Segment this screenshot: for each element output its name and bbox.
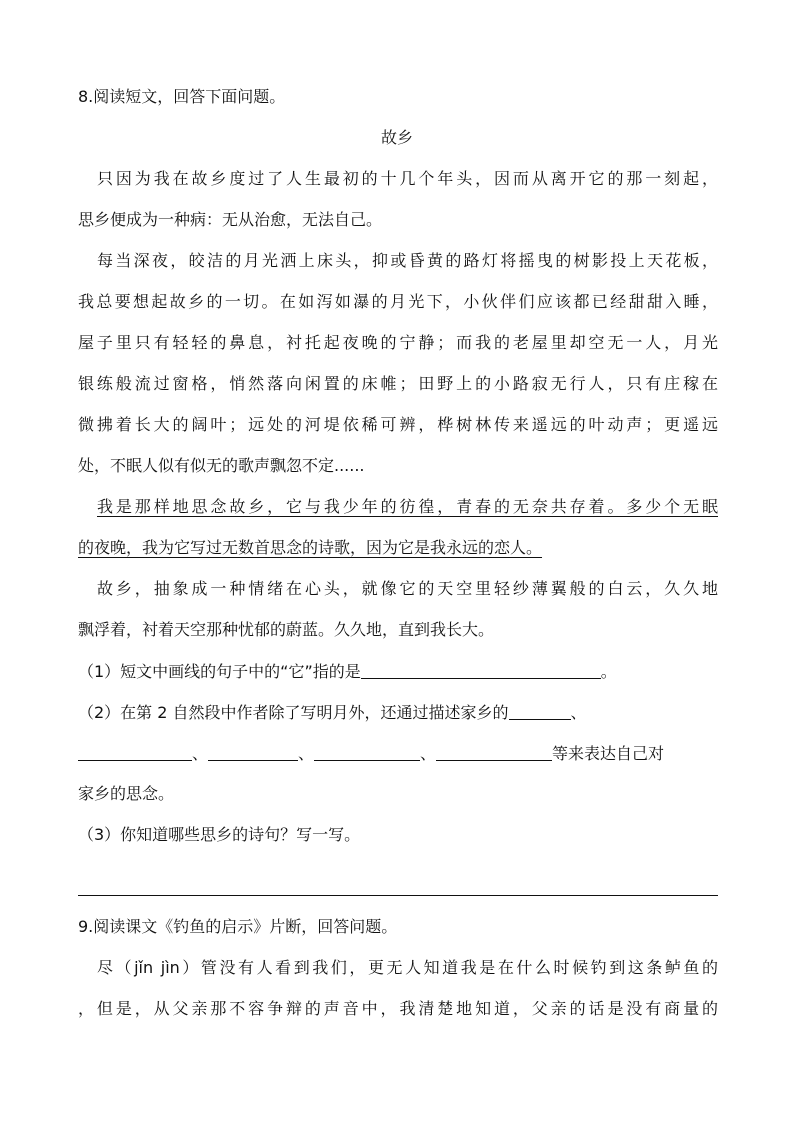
underlined-text: 我是那样地思念故乡，它与我少年的彷徨，青春的无奈共存着。多少个无眠 xyxy=(97,497,718,516)
paragraph-2-line-4: 银练般流过窗格，悄然落向闲置的床帷；田野上的小路寂无行人，只有庄稼在 xyxy=(78,374,718,393)
paragraph-2-line-1: 每当深夜，皎洁的月光洒上床头，抑或昏黄的路灯将摇曳的树影投上天花板， xyxy=(97,251,718,270)
separator: 、 xyxy=(192,744,209,763)
sub-question-3: （3）你知道哪些思乡的诗句？写一写。 xyxy=(78,825,361,844)
answer-blank-2d[interactable] xyxy=(314,742,420,761)
answer-line[interactable] xyxy=(78,895,718,896)
sub-question-2-text: （2）在第 2 自然段中作者除了写明月外，还通过描述家乡的 xyxy=(78,703,509,722)
paragraph-1-line-1: 只因为我在故乡度过了人生最初的十几个年头，因而从离开它的那一刻起， xyxy=(97,169,718,188)
answer-blank-2b[interactable] xyxy=(78,742,192,761)
paragraph-4-line-2: 飘浮着，衬着天空那种忧郁的蔚蓝。久久地，直到我长大。 xyxy=(78,620,495,639)
answer-blank-1[interactable] xyxy=(361,660,601,679)
passage-title: 故乡 xyxy=(380,128,413,147)
question-8-heading: 8.阅读短文，回答下面问题。 xyxy=(78,87,286,106)
answer-blank-2e[interactable] xyxy=(436,742,552,761)
sub-question-2-line-3: 家乡的思念。 xyxy=(78,784,175,803)
question-9-heading: 9.阅读课文《钓鱼的启示》片断，回答问题。 xyxy=(78,917,398,936)
paragraph-2-line-6: 处，不眠人似有似无的歌声飘忽不定...... xyxy=(78,456,365,475)
paragraph-2-line-5: 微拂着长大的阔叶；远处的河堤依稀可辨，桦树林传来遥远的叶动声；更遥远 xyxy=(78,415,718,434)
sub-question-1 xyxy=(78,660,718,683)
question-9-passage-line-2: ，但是，从父亲那不容争辩的声音中，我清楚地知道，父亲的话是没有商量的 xyxy=(78,999,718,1018)
answer-blank-2a[interactable] xyxy=(509,701,571,720)
sub-question-2-line-1 xyxy=(78,701,718,724)
question-9-passage-line-1: 尽（jǐn jìn）管没有人看到我们，更无人知道我是在什么时候钓到这条鲈鱼的 xyxy=(97,958,718,977)
separator: 、 xyxy=(570,703,587,722)
answer-blank-2c[interactable] xyxy=(208,742,298,761)
paragraph-1-line-2: 思乡便成为一种病：无从治愈，无法自己。 xyxy=(78,210,383,229)
paragraph-2-line-2: 我总要想起故乡的一切。在如泻如瀑的月光下，小伙伴们应该都已经甜甜入睡， xyxy=(78,292,718,311)
separator: 、 xyxy=(420,744,437,763)
underlined-sentence-line-2 xyxy=(78,537,718,559)
separator: 、 xyxy=(298,744,315,763)
underlined-sentence-line-1 xyxy=(97,496,718,518)
paragraph-4-line-1: 故乡，抽象成一种情绪在心头，就像它的天空里轻纱薄翼般的白云，久久地 xyxy=(97,579,718,598)
underlined-text: 的夜晚，我为它写过无数首思念的诗歌，因为它是我永远的恋人。 xyxy=(78,538,543,557)
sub-question-1-text: （1）短文中画线的句子中的“它”指的是 xyxy=(78,662,361,681)
sub-question-2-line-2 xyxy=(78,742,718,765)
sub-question-1-end: 。 xyxy=(600,662,617,681)
paragraph-2-line-3: 屋子里只有轻轻的鼻息，衬托起夜晚的宁静；而我的老屋里却空无一人，月光 xyxy=(78,333,718,352)
sub-question-2-tail: 等来表达自己对 xyxy=(552,744,665,763)
